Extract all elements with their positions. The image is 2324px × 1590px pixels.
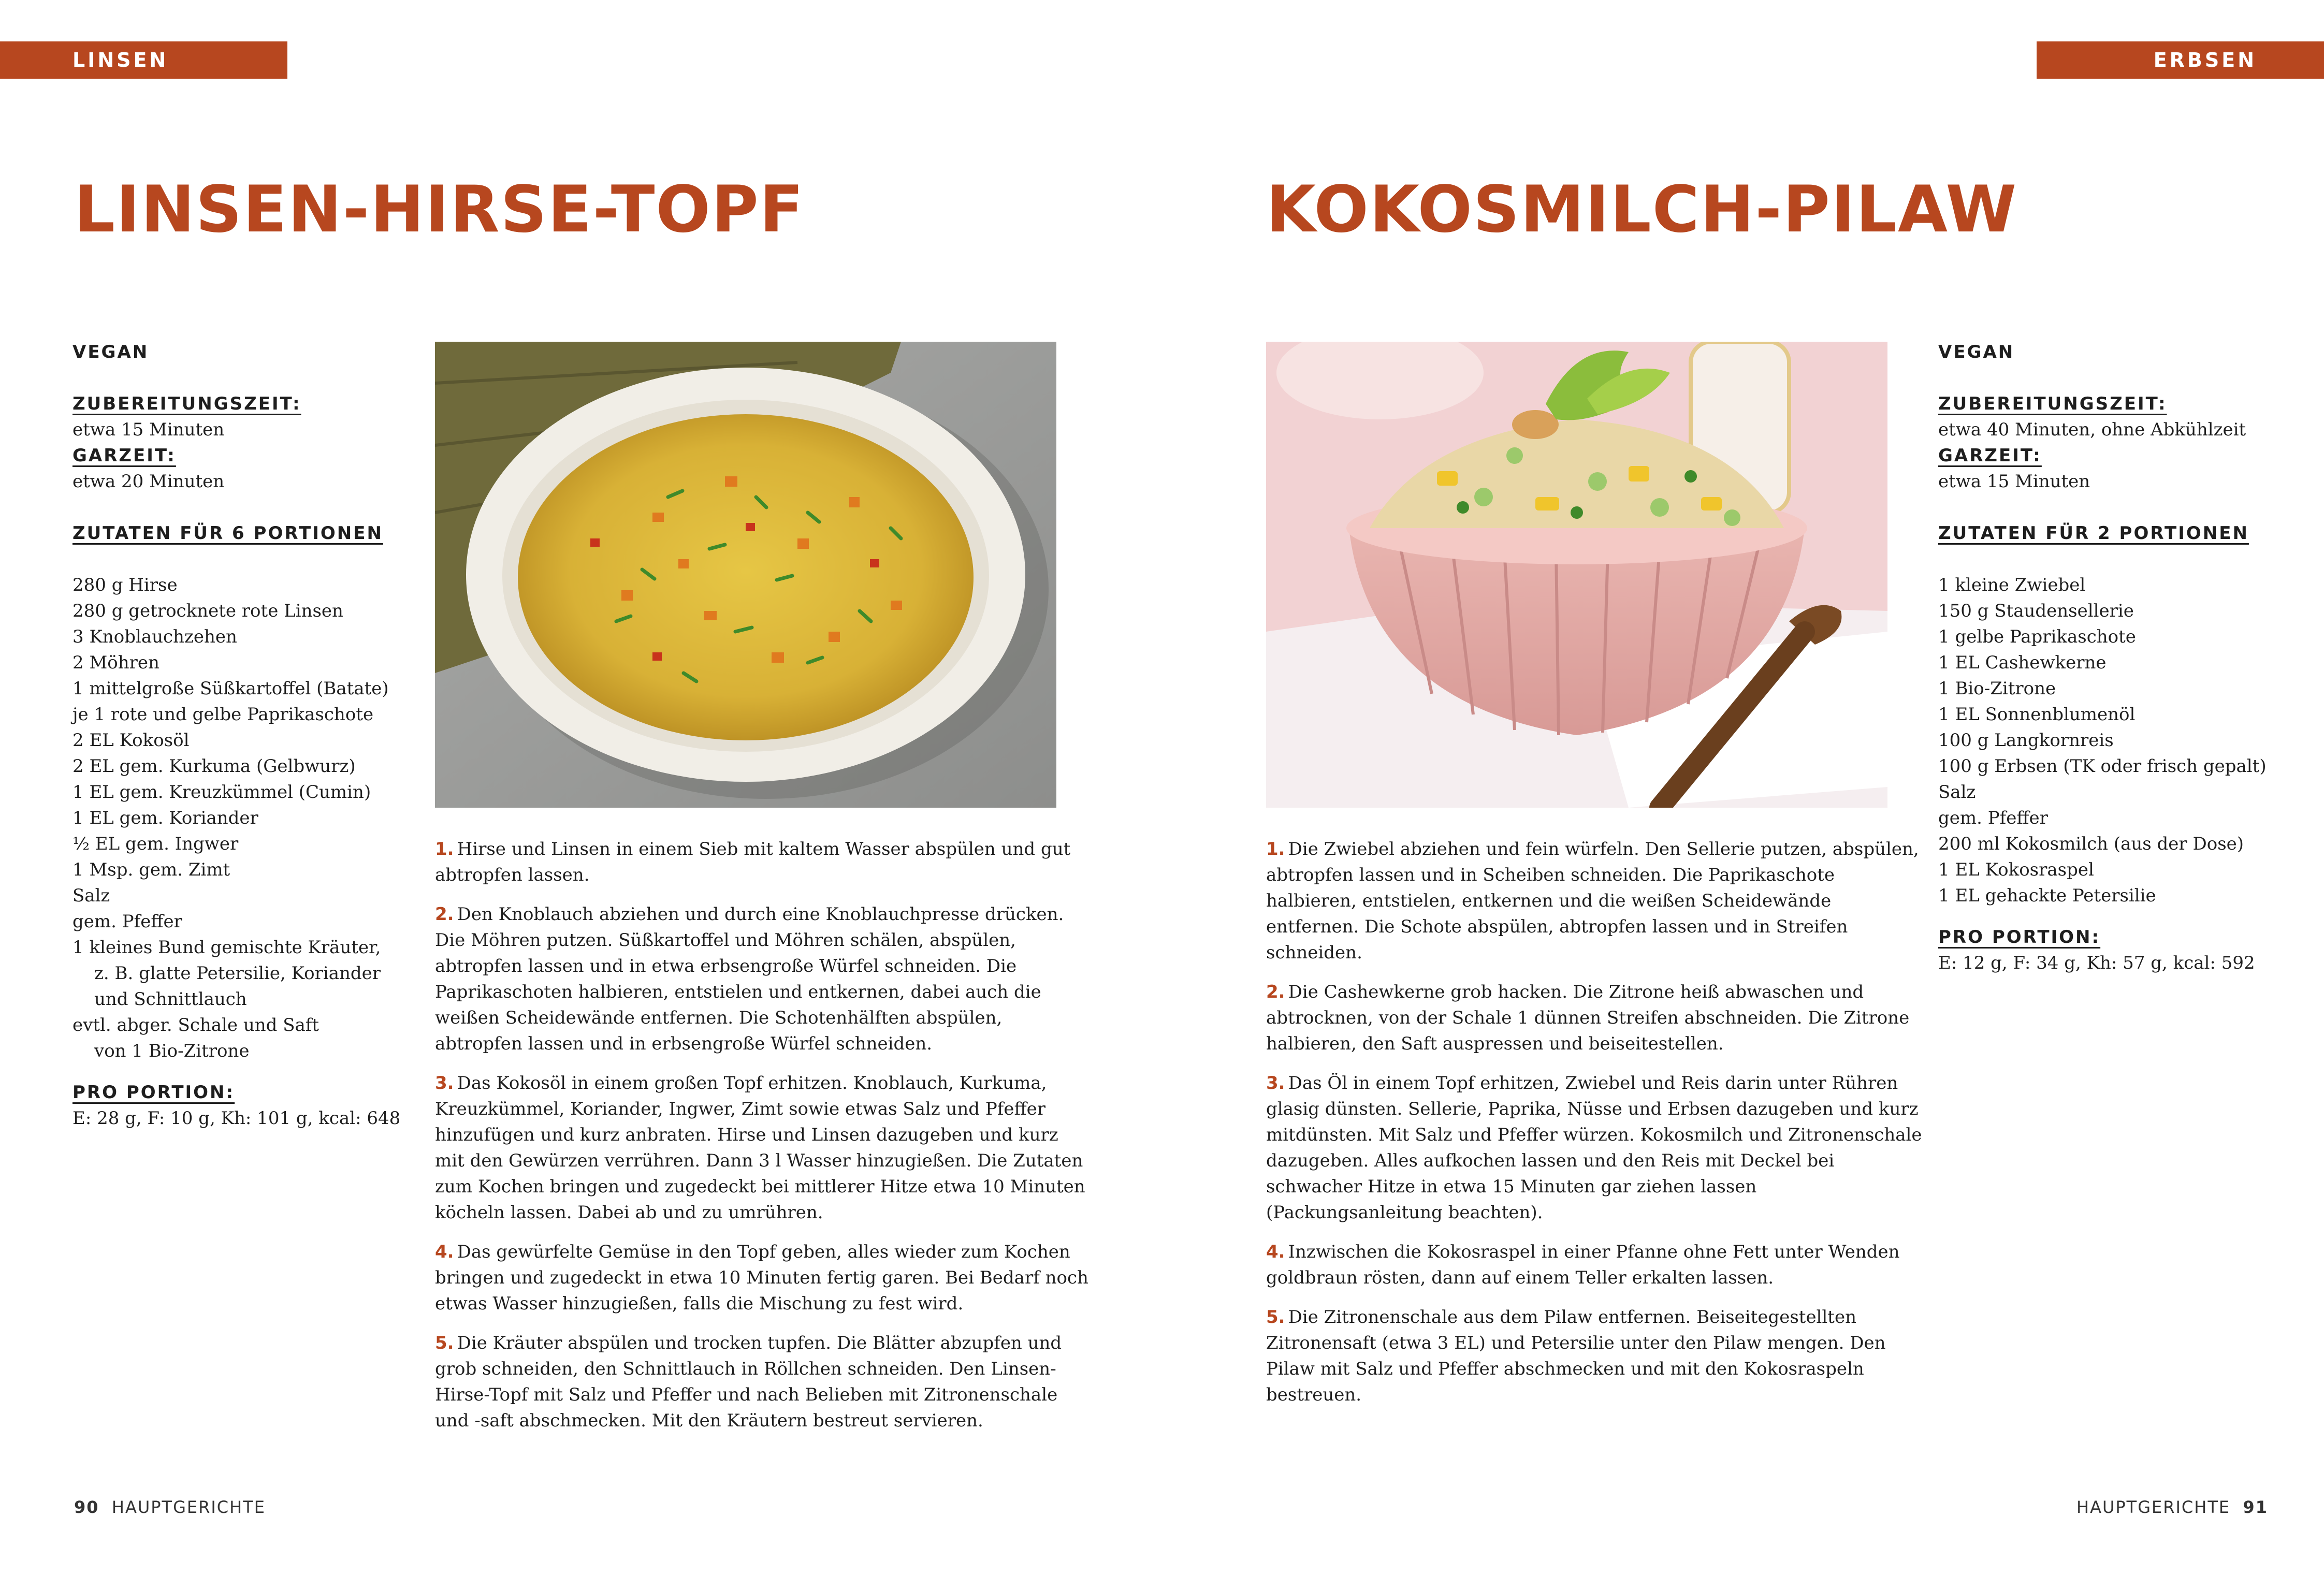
footer-left bbox=[74, 1497, 266, 1517]
ingredient-item: 2 EL Kokosöl bbox=[72, 730, 190, 751]
ingredient-item-lemon: evtl. abger. Schale und Saft von 1 Bio-Zitrone bbox=[72, 1015, 319, 1061]
step: 2. Den Knoblauch abziehen und durch eine Knoblauchpresse drücken. Die Möhren putzen. Süßkartoffel und Möhren schälen, abspülen, abtropfen lassen und in etwa erbsengroße Würfel schneiden. Die Paprikaschoten halbieren, entstielen und entkernen, dabei auch die weißen Scheidewände entfernen. Die Schotenhälften abspülen, abtropfen lassen und in erbsengroße Würfel schneiden. bbox=[435, 904, 1064, 1054]
footer-right bbox=[2076, 1497, 2268, 1517]
step: 5. Die Zitronenschale aus dem Pilaw entfernen. Beiseitegestellten Zitronensaft (etwa 3 EL) und Petersilie unter den Pilaw mengen. Den Pilaw mit Salz und Pfeffer abschmecken und mit den Kokosraspeln bestreuen. bbox=[1266, 1307, 1886, 1405]
ingredient-list bbox=[1938, 572, 2275, 909]
step: 4. Das gewürfelte Gemüse in den Topf geben, alles wieder zum Kochen bringen und zugedeckt in etwa 10 Minuten fertig garen. Bei Bedarf noch etwas Wasser hinzugießen, falls die Mischung zu fest wird. bbox=[435, 1242, 1088, 1314]
ingredient-item: 1 kleine Zwiebel bbox=[1938, 575, 2086, 595]
section-name-left: HAUPTGERICHTE bbox=[111, 1497, 266, 1517]
ingredient-item: 1 EL Sonnenblumenöl bbox=[1938, 704, 2136, 725]
ingredient-item: 1 gelbe Paprikaschote bbox=[1938, 626, 2136, 647]
ingredient-item: 2 EL gem. Kurkuma (Gelbwurz) bbox=[72, 756, 356, 777]
ingredient-item: 1 EL gehackte Petersilie bbox=[1938, 885, 2156, 906]
recipe-title-linsen-hirse-topf: LINSEN-HIRSE-TOPF bbox=[74, 172, 805, 247]
ingredient-item: 1 mittelgroße Süßkartoffel (Batate) bbox=[72, 678, 389, 699]
ingredient-item: ½ EL gem. Ingwer bbox=[72, 834, 239, 854]
ingredient-item: 200 ml Kokosmilch (aus der Dose) bbox=[1938, 834, 2244, 854]
cook-time-value: etwa 20 Minuten bbox=[72, 471, 225, 492]
step: 5. Die Kräuter abspülen und trocken tupfen. Die Blätter abzupfen und grob schneiden, den Schnittlauch in Röllchen schneiden. Den Linsen-Hirse-Topf mit Salz und Pfeffer und nach Belieben mit Zitronenschale und -saft abschmecken. Mit den Kräutern bestreut servieren. bbox=[435, 1333, 1062, 1431]
ingredient-item: 150 g Staudensellerie bbox=[1938, 601, 2134, 621]
ingredient-item: 1 EL gem. Kreuzkümmel (Cumin) bbox=[72, 782, 371, 803]
page-number-right: 91 bbox=[2243, 1497, 2268, 1517]
ingredient-item: 3 Knoblauchzehen bbox=[72, 626, 237, 647]
ingredient-item: 1 Msp. gem. Zimt bbox=[72, 859, 230, 880]
ingredient-item: 100 g Erbsen (TK oder frisch gepalt) bbox=[1938, 756, 2267, 777]
cook-time-value: etwa 15 Minuten bbox=[1938, 471, 2090, 492]
ingredient-item: 280 g Hirse bbox=[72, 575, 178, 595]
ingredient-item: 280 g getrocknete rote Linsen bbox=[72, 601, 343, 621]
ingredient-item: 1 Bio-Zitrone bbox=[1938, 678, 2056, 699]
ingredient-item: Salz bbox=[72, 885, 110, 906]
instructions-right bbox=[1266, 836, 1924, 1421]
cook-time-label: GARZEIT: bbox=[1938, 445, 2042, 466]
recipe-title-kokosmilch-pilaw: KOKOSMILCH-PILAW bbox=[1266, 172, 2018, 247]
ingredient-item: je 1 rote und gelbe Paprikaschote bbox=[72, 704, 374, 725]
diet-label: VEGAN bbox=[72, 342, 149, 362]
prep-time-label: ZUBEREITUNGSZEIT: bbox=[72, 393, 301, 414]
ingredient-item: 1 EL Kokosraspel bbox=[1938, 859, 2094, 880]
category-tab-erbsen: ERBSEN bbox=[2037, 41, 2324, 79]
portion-label: PRO PORTION: bbox=[1938, 927, 2101, 947]
photo-lentil-millet-stew bbox=[435, 342, 1056, 808]
ingredient-item: 100 g Langkornreis bbox=[1938, 730, 2114, 751]
section-name-right: HAUPTGERICHTE bbox=[2076, 1497, 2231, 1517]
diet-label: VEGAN bbox=[1938, 342, 2015, 362]
step: 3. Das Kokosöl in einem großen Topf erhitzen. Knoblauch, Kurkuma, Kreuzkümmel, Koriander, Ingwer, Zimt sowie etwas Salz und Pfeffer hinzufügen und kurz anbraten. Hirse und Linsen dazugeben und kurz mit den Gewürzen verrühren. Dann 3 l Wasser hinzugießen. Die Zutaten zum Kochen bringen und zugedeckt bei mittlerer Hitze etwa 10 Minuten köcheln lassen. Dabei ab und zu umrühren. bbox=[435, 1073, 1085, 1223]
cook-time-label: GARZEIT: bbox=[72, 445, 176, 466]
portion-value: E: 28 g, F: 10 g, Kh: 101 g, kcal: 648 bbox=[72, 1108, 401, 1129]
ingredient-item-herbs: 1 kleines Bund gemischte Kräuter, z. B. glatte Petersilie, Koriander und Schnittlauch bbox=[72, 937, 381, 1010]
step: 2. Die Cashewkerne grob hacken. Die Zitrone heiß abwaschen und abtrocknen, von der Schale 1 dünnen Streifen abschneiden. Die Zitrone halbieren, den Saft auspressen und beiseitestellen. bbox=[1266, 982, 1910, 1054]
portion-value: E: 12 g, F: 34 g, Kh: 57 g, kcal: 592 bbox=[1938, 953, 2255, 973]
page-number-left: 90 bbox=[74, 1497, 99, 1517]
step: 4. Inzwischen die Kokosraspel in einer Pfanne ohne Fett unter Wenden goldbraun rösten, dann auf einem Teller erkalten lassen. bbox=[1266, 1242, 1900, 1288]
category-tab-linsen: LINSEN bbox=[0, 41, 287, 79]
ingredient-item: 2 Möhren bbox=[72, 652, 159, 673]
recipe-info-left bbox=[72, 339, 409, 1131]
ingredients-heading: ZUTATEN FÜR 6 PORTIONEN bbox=[72, 523, 383, 544]
prep-time-value: etwa 40 Minuten, ohne Abkühlzeit bbox=[1938, 419, 2246, 440]
ingredient-item: gem. Pfeffer bbox=[1938, 808, 2048, 828]
ingredients-heading: ZUTATEN FÜR 2 PORTIONEN bbox=[1938, 523, 2249, 544]
ingredient-item: Salz bbox=[1938, 782, 1976, 803]
prep-time-value: etwa 15 Minuten bbox=[72, 419, 225, 440]
step: 1. Die Zwiebel abziehen und fein würfeln. Den Sellerie putzen, abspülen, abtropfen lassen und in Scheiben schneiden. Die Paprikaschote halbieren, entstielen, entkernen und die weißen Scheidewände entfernen. Die Schote abspülen, abtropfen lassen und in Streifen schneiden. bbox=[1266, 839, 1919, 963]
prep-time-label: ZUBEREITUNGSZEIT: bbox=[1938, 393, 2167, 414]
ingredient-list bbox=[72, 572, 409, 1064]
step: 1. Hirse und Linsen in einem Sieb mit kaltem Wasser abspülen und gut abtropfen lassen. bbox=[435, 839, 1071, 885]
portion-label: PRO PORTION: bbox=[72, 1082, 235, 1103]
instructions-left bbox=[435, 836, 1093, 1447]
ingredient-item: 1 EL gem. Koriander bbox=[72, 808, 258, 828]
step: 3. Das Öl in einem Topf erhitzen, Zwiebel und Reis darin unter Rühren glasig dünsten. Sellerie, Paprika, Nüsse und Erbsen dazugeben und kurz mitdünsten. Mit Salz und Pfeffer würzen. Kokosmilch und Zitronenschale dazugeben. Alles aufkochen lassen und den Reis mit Deckel bei schwacher Hitze in etwa 15 Minuten gar ziehen lassen (Packungsanleitung beachten). bbox=[1266, 1073, 1922, 1223]
photo-coconut-pilaf bbox=[1266, 342, 1887, 808]
recipe-info-right bbox=[1938, 339, 2275, 976]
ingredient-item: 1 EL Cashewkerne bbox=[1938, 652, 2107, 673]
ingredient-item: gem. Pfeffer bbox=[72, 911, 182, 932]
